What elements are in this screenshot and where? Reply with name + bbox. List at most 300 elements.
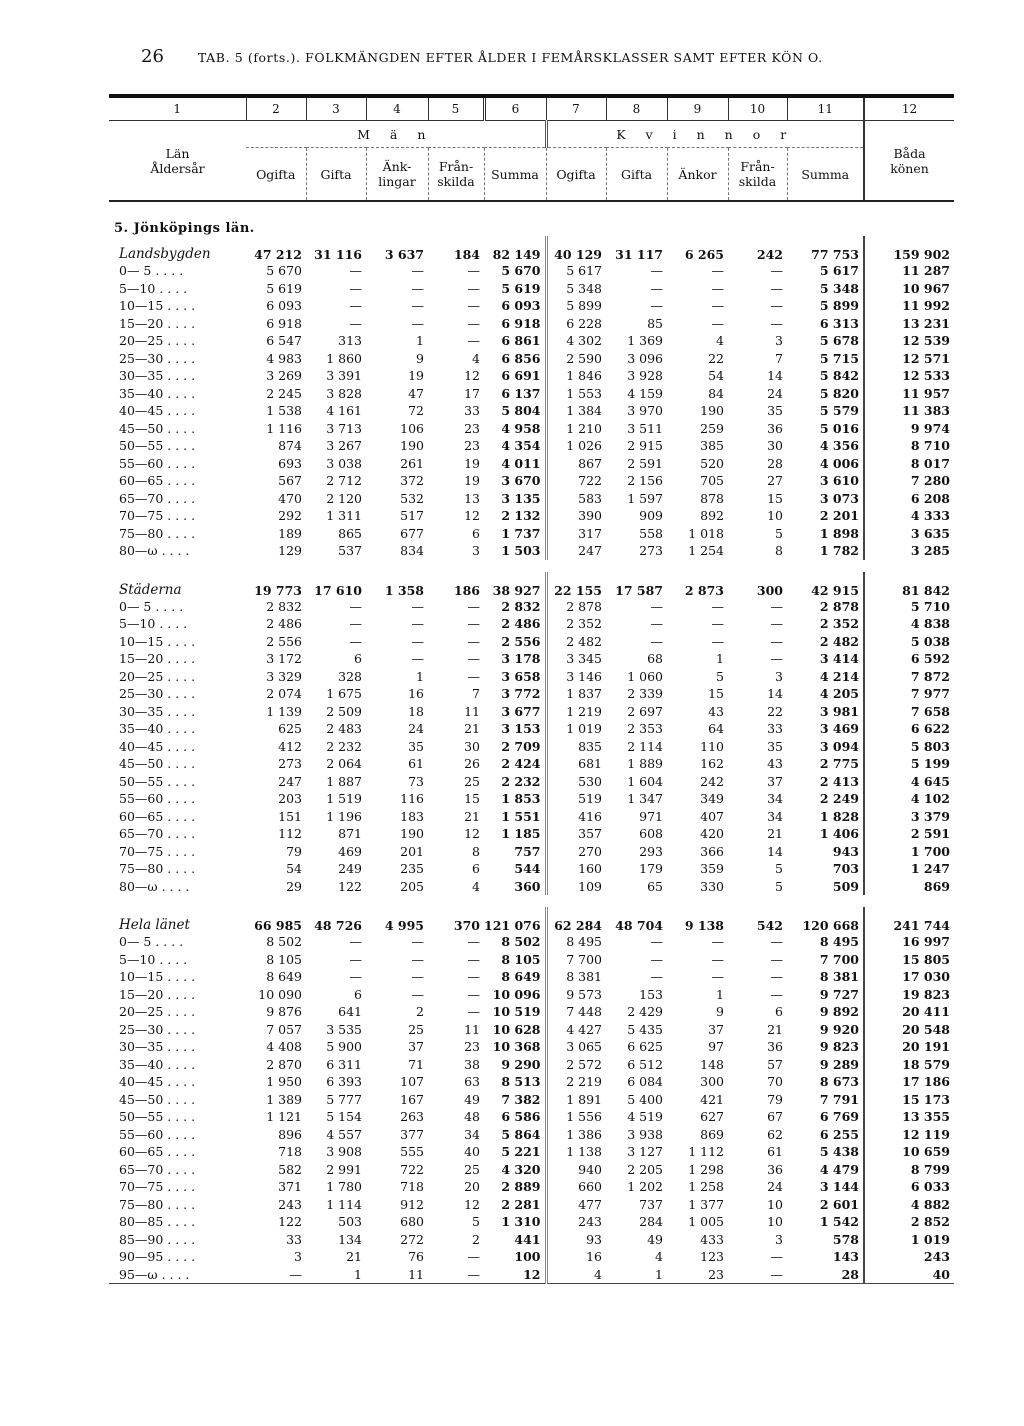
table-cell: 29 — [286, 878, 302, 894]
table-cell: 377 — [400, 1126, 424, 1142]
table-cell: 19 — [464, 473, 480, 489]
page-number: 26 — [141, 46, 164, 67]
age-class-label: 75—80 . . . . — [119, 525, 196, 541]
table-cell: 693 — [278, 455, 302, 471]
table-cell: 8 495 — [819, 934, 859, 950]
table-cell: 1 185 — [501, 826, 541, 842]
table-cell: 20 — [464, 1179, 480, 1195]
table-cell: 1 121 — [266, 1109, 302, 1125]
table-cell: 1 538 — [266, 403, 302, 419]
table-cell: 2 775 — [819, 756, 859, 772]
table-cell: 5 619 — [501, 280, 541, 296]
table-cell: 366 — [700, 843, 724, 859]
table-cell: 412 — [278, 738, 302, 754]
table-cell: 24 — [767, 385, 783, 401]
table-cell: 578 — [832, 1231, 859, 1247]
table-cell: — — [411, 969, 424, 985]
table-cell: 1 542 — [819, 1214, 859, 1230]
table-cell: 680 — [400, 1214, 424, 1230]
table-cell: 273 — [278, 756, 302, 772]
table-cell: 34 — [767, 791, 783, 807]
table-cell: 61 — [408, 756, 424, 772]
table-cell: 1 311 — [326, 508, 362, 524]
table-cell: 1 258 — [688, 1179, 724, 1195]
table-cell: 190 — [400, 438, 424, 454]
table-cell: 1 891 — [546, 1091, 606, 1109]
table-cell: 2 832 — [501, 598, 541, 614]
table-cell: 7 872 — [864, 668, 954, 686]
table-cell: 24 — [408, 721, 424, 737]
table-cell: 13 — [464, 490, 480, 506]
table-cell: 9 — [716, 1004, 724, 1020]
table-cell: 18 — [408, 703, 424, 719]
table-cell: 6 625 — [627, 1039, 663, 1055]
group-total-cell: 184 — [453, 247, 480, 262]
table-row — [109, 472, 954, 490]
table-cell: 5 579 — [819, 403, 859, 419]
table-cell: 21 — [767, 1021, 783, 1037]
table-cell: 328 — [338, 668, 362, 684]
group-name: Hela länet — [119, 917, 190, 933]
table-cell: — — [467, 280, 480, 296]
table-cell: 477 — [546, 1196, 606, 1214]
table-cell: 3 511 — [627, 420, 663, 436]
table-cell: — — [349, 298, 362, 314]
header-men-col: Ogifta — [246, 148, 306, 202]
table-cell: 3 329 — [266, 668, 302, 684]
table-cell: 3 — [294, 1249, 302, 1265]
table-cell: 5 348 — [819, 280, 859, 296]
table-cell: 162 — [700, 756, 724, 772]
table-cell: 4 205 — [819, 686, 859, 702]
table-row — [109, 1056, 954, 1074]
table-row — [109, 773, 954, 791]
table-cell: 5 435 — [627, 1021, 663, 1037]
table-cell: 5 842 — [819, 368, 859, 384]
table-cell: 8 017 — [864, 455, 954, 473]
header-men-col: Änk- lingar — [366, 148, 428, 202]
table-cell: 11 — [464, 703, 480, 719]
table-cell: 263 — [400, 1109, 424, 1125]
table-cell: 6 861 — [501, 333, 541, 349]
table-cell: 5 899 — [546, 297, 606, 315]
table-cell: — — [650, 969, 663, 985]
table-row — [109, 668, 954, 686]
table-row — [109, 1038, 954, 1056]
table-cell: 3 — [775, 668, 783, 684]
group-total-cell: 48 704 — [615, 918, 663, 933]
table-cell: 4 161 — [326, 403, 362, 419]
table-cell: 10 — [767, 508, 783, 524]
table-cell: 8 — [472, 843, 480, 859]
age-class-label: 65—70 . . . . — [119, 826, 196, 842]
table-cell: 6 — [775, 1004, 783, 1020]
table-cell: 1 019 — [546, 720, 606, 738]
table-row — [109, 1126, 954, 1144]
table-cell: 2 486 — [501, 616, 541, 632]
table-cell: 12 — [464, 1196, 480, 1212]
table-cell: 2 486 — [266, 616, 302, 632]
column-number: 7 — [546, 96, 606, 121]
table-cell: 37 — [767, 773, 783, 789]
table-cell: 5 — [716, 668, 724, 684]
age-class-label: 10—15 . . . . — [119, 633, 196, 649]
table-cell: 109 — [546, 878, 606, 896]
table-cell: 3 414 — [819, 651, 859, 667]
table-cell: 40 — [864, 1266, 954, 1284]
table-cell: 129 — [278, 543, 302, 559]
table-cell: 2 991 — [326, 1161, 362, 1177]
table-cell: 1 950 — [266, 1074, 302, 1090]
table-cell: 703 — [832, 861, 859, 877]
table-cell: 677 — [400, 525, 424, 541]
table-cell: 34 — [464, 1126, 480, 1142]
table-cell: 5 619 — [266, 280, 302, 296]
table-cell: 205 — [400, 878, 424, 894]
table-cell: 8 710 — [864, 437, 954, 455]
age-class-label: 40—45 . . . . — [119, 403, 196, 419]
table-cell: 5 617 — [819, 263, 859, 279]
table-cell: 243 — [864, 1248, 954, 1266]
table-cell: 558 — [639, 525, 663, 541]
age-class-label: 30—35 . . . . — [119, 1039, 196, 1055]
table-cell: 520 — [700, 455, 724, 471]
table-cell: 5 710 — [864, 598, 954, 616]
table-row — [109, 1143, 954, 1161]
table-cell: 3 391 — [326, 368, 362, 384]
table-cell: 971 — [639, 808, 663, 824]
age-class-label: 20—25 . . . . — [119, 668, 196, 684]
table-cell: 722 — [546, 472, 606, 490]
table-cell: 79 — [767, 1091, 783, 1107]
table-cell: 1 — [306, 1266, 366, 1284]
table-cell: 10 — [767, 1214, 783, 1230]
group-total-cell: 120 668 — [802, 918, 859, 933]
table-cell: 61 — [767, 1144, 783, 1160]
header-women-col: Summa — [787, 148, 864, 202]
table-cell: — — [467, 1004, 480, 1020]
table-cell: 16 997 — [864, 933, 954, 951]
table-cell: 9 727 — [819, 986, 859, 1002]
table-cell: 25 — [464, 1161, 480, 1177]
column-number: 5 — [428, 96, 484, 121]
table-cell: 3 267 — [326, 438, 362, 454]
table-cell: 6 691 — [501, 368, 541, 384]
table-cell: 385 — [700, 438, 724, 454]
table-cell: 6 093 — [266, 298, 302, 314]
table-cell: 469 — [338, 843, 362, 859]
table-cell: 28 — [787, 1266, 864, 1284]
table-row — [109, 297, 954, 315]
table-cell: 2 832 — [266, 598, 302, 614]
group-total-cell: 31 116 — [314, 247, 362, 262]
table-cell: 49 — [647, 1231, 663, 1247]
header-both-sexes: Båda könen — [864, 121, 954, 202]
table-cell: 6 622 — [864, 720, 954, 738]
table-cell: 25 — [464, 773, 480, 789]
table-cell: 85 — [647, 315, 663, 331]
table-cell: 7 — [775, 350, 783, 366]
table-cell: 70 — [767, 1074, 783, 1090]
table-cell: 1 889 — [627, 756, 663, 772]
table-cell: 530 — [546, 773, 606, 791]
table-cell: 2 339 — [627, 686, 663, 702]
column-number: 4 — [366, 96, 428, 121]
table-cell: 23 — [464, 1039, 480, 1055]
table-cell: — — [467, 633, 480, 649]
table-row — [109, 280, 954, 298]
table-cell: 532 — [400, 490, 424, 506]
age-class-label: 45—50 . . . . — [119, 756, 196, 772]
table-cell: 10 090 — [258, 986, 302, 1002]
table-cell: 49 — [464, 1091, 480, 1107]
table-cell: 242 — [700, 773, 724, 789]
table-cell: 9 974 — [864, 420, 954, 438]
table-cell: 433 — [700, 1231, 724, 1247]
table-cell: 65 — [647, 878, 663, 894]
table-cell: 3 — [775, 333, 783, 349]
table-cell: 11 287 — [864, 262, 954, 280]
table-cell: 6 — [472, 525, 480, 541]
table-cell: 867 — [546, 455, 606, 473]
table-cell: 1 782 — [819, 543, 859, 559]
table-cell: 3 — [472, 543, 480, 559]
table-cell: 179 — [639, 861, 663, 877]
table-cell: 10 — [767, 1196, 783, 1212]
table-cell: 8 — [775, 543, 783, 559]
table-cell: 36 — [767, 1161, 783, 1177]
table-cell: 6 547 — [266, 333, 302, 349]
table-cell: — — [770, 633, 783, 649]
table-cell: 3 658 — [501, 668, 541, 684]
table-cell: 330 — [700, 878, 724, 894]
table-cell: 6 033 — [864, 1178, 954, 1196]
table-cell: 1 310 — [501, 1214, 541, 1230]
table-cell: 16 — [408, 686, 424, 702]
table-cell: 718 — [400, 1179, 424, 1195]
table-cell: 1 138 — [546, 1143, 606, 1161]
table-cell: 7 977 — [864, 685, 954, 703]
table-cell: 3 135 — [501, 490, 541, 506]
table-cell: — — [770, 616, 783, 632]
age-class-label: 35—40 . . . . — [119, 721, 196, 737]
table-cell: 14 — [767, 368, 783, 384]
table-cell: 8 649 — [501, 969, 541, 985]
table-cell: 30 — [464, 738, 480, 754]
table-cell: 76 — [408, 1249, 424, 1265]
table-cell: 3 635 — [864, 525, 954, 543]
table-cell: 21 — [346, 1249, 362, 1265]
table-cell: 834 — [400, 543, 424, 559]
table-row — [109, 367, 954, 385]
table-cell: 2 232 — [326, 738, 362, 754]
table-cell: 390 — [546, 507, 606, 525]
table-cell: 203 — [278, 791, 302, 807]
table-cell: 5 — [775, 525, 783, 541]
table-cell: 11 383 — [864, 402, 954, 420]
section-title: 5. Jönköpings län. — [114, 221, 255, 236]
table-cell: 5 777 — [326, 1091, 362, 1107]
table-row — [109, 720, 954, 738]
table-cell: 1 503 — [501, 543, 541, 559]
table-cell: 4 983 — [266, 350, 302, 366]
table-cell: 582 — [278, 1161, 302, 1177]
table-cell: 509 — [832, 878, 859, 894]
table-cell: — — [650, 633, 663, 649]
table-cell: 360 — [514, 878, 541, 894]
group-total-cell: 81 842 — [864, 572, 954, 598]
table-cell: 349 — [700, 791, 724, 807]
table-cell: — — [770, 951, 783, 967]
table-cell: — — [650, 934, 663, 950]
table-cell: 608 — [639, 826, 663, 842]
group-total-cell: 3 637 — [384, 247, 424, 262]
table-cell: 5 038 — [864, 633, 954, 651]
table-cell: 122 — [338, 878, 362, 894]
table-cell: — — [349, 969, 362, 985]
table-cell: — — [711, 280, 724, 296]
age-class-label: 60—65 . . . . — [119, 1144, 196, 1160]
table-cell: 6 137 — [501, 385, 541, 401]
table-cell: 13 355 — [864, 1108, 954, 1126]
table-row — [109, 1178, 954, 1196]
table-cell: 357 — [546, 825, 606, 843]
table-cell: 28 — [767, 455, 783, 471]
table-cell: 151 — [278, 808, 302, 824]
table-row — [109, 933, 954, 951]
table-cell: — — [711, 616, 724, 632]
age-class-label: 55—60 . . . . — [119, 455, 196, 471]
table-cell: 15 — [464, 791, 480, 807]
table-cell: 1 737 — [501, 525, 541, 541]
age-class-label: 15—20 . . . . — [119, 315, 196, 331]
table-cell: 3 345 — [546, 650, 606, 668]
table-cell: 4 333 — [864, 507, 954, 525]
table-cell: 313 — [338, 333, 362, 349]
group-total-cell: 159 902 — [864, 236, 954, 262]
table-title: TAB. 5 (forts.). FOLKMÄNGDEN EFTER ÅLDER I FEMÅRSKLASSER SAMT EFTER KÖN O. — [197, 50, 823, 65]
table-cell: 1 837 — [546, 685, 606, 703]
table-cell: — — [711, 315, 724, 331]
age-class-label: 5—10 . . . . — [119, 280, 188, 296]
table-cell: 892 — [700, 508, 724, 524]
table-cell: 100 — [514, 1249, 541, 1265]
table-row — [109, 262, 954, 280]
table-cell: 1 551 — [501, 808, 541, 824]
table-cell: 537 — [338, 543, 362, 559]
table-cell: 34 — [767, 808, 783, 824]
table-cell: 1 — [716, 986, 724, 1002]
table-cell: 17 186 — [864, 1073, 954, 1091]
table-cell: 2 556 — [501, 633, 541, 649]
table-cell: 12 571 — [864, 350, 954, 368]
table-cell: — — [650, 263, 663, 279]
table-cell: 371 — [278, 1179, 302, 1195]
table-cell: 1 675 — [326, 686, 362, 702]
table-cell: 35 — [408, 738, 424, 754]
table-cell: — — [467, 616, 480, 632]
table-cell: — — [349, 934, 362, 950]
group-total-cell: 62 284 — [546, 907, 606, 933]
table-row — [109, 1003, 954, 1021]
table-cell: — — [467, 951, 480, 967]
table-cell: 6 586 — [501, 1109, 541, 1125]
age-class-label: 10—15 . . . . — [119, 298, 196, 314]
table-cell: 878 — [700, 490, 724, 506]
group-total-cell: 4 995 — [384, 918, 424, 933]
table-cell: 18 579 — [864, 1056, 954, 1074]
table-cell: 317 — [546, 525, 606, 543]
table-cell: 6 255 — [819, 1126, 859, 1142]
table-cell: — — [349, 263, 362, 279]
table-cell: 270 — [546, 843, 606, 861]
table-cell: 84 — [708, 385, 724, 401]
table-cell: 5 804 — [501, 403, 541, 419]
table-cell: 243 — [278, 1196, 302, 1212]
table-cell: 2 556 — [266, 633, 302, 649]
table-cell: 4 645 — [864, 773, 954, 791]
table-cell: 3 038 — [326, 455, 362, 471]
table-cell: 35 — [767, 738, 783, 754]
table-cell: 4 302 — [546, 332, 606, 350]
table-cell: 97 — [708, 1039, 724, 1055]
table-cell: — — [467, 969, 480, 985]
table-row — [109, 315, 954, 333]
table-cell: 148 — [700, 1056, 724, 1072]
table-cell: 1 556 — [546, 1108, 606, 1126]
table-cell: 5 900 — [326, 1039, 362, 1055]
table-cell: 5 — [775, 861, 783, 877]
table-cell: 3 828 — [326, 385, 362, 401]
table-row — [109, 437, 954, 455]
age-class-label: 30—35 . . . . — [119, 368, 196, 384]
table-cell: 896 — [278, 1126, 302, 1142]
table-cell: 15 173 — [864, 1091, 954, 1109]
table-cell: 1 553 — [546, 385, 606, 403]
age-class-label: 25—30 . . . . — [119, 686, 196, 702]
group-total-cell: 370 — [453, 918, 480, 933]
table-row — [109, 986, 954, 1004]
table-cell: 705 — [700, 473, 724, 489]
table-cell: 2 712 — [326, 473, 362, 489]
table-cell: 6 313 — [819, 315, 859, 331]
table-cell: 12 533 — [864, 367, 954, 385]
group-total-cell: 82 149 — [492, 247, 541, 262]
table-cell: — — [411, 616, 424, 632]
table-cell: 22 — [708, 350, 724, 366]
header-women-col: Änkor — [667, 148, 728, 202]
table-row — [109, 790, 954, 808]
age-class-label: 35—40 . . . . — [119, 1056, 196, 1072]
group-total-cell: 9 138 — [684, 918, 724, 933]
table-cell: 3 144 — [819, 1179, 859, 1195]
table-cell: 4 408 — [266, 1039, 302, 1055]
table-cell: — — [467, 668, 480, 684]
table-row — [109, 1021, 954, 1039]
table-cell: 17 030 — [864, 968, 954, 986]
table-cell: 54 — [708, 368, 724, 384]
table-cell: 5 820 — [819, 385, 859, 401]
table-cell: — — [246, 1266, 306, 1284]
table-row — [109, 490, 954, 508]
table-cell: 272 — [400, 1231, 424, 1247]
table-cell: 249 — [338, 861, 362, 877]
table-cell: 2 482 — [546, 633, 606, 651]
table-cell: 2 205 — [627, 1161, 663, 1177]
table-cell: 15 805 — [864, 951, 954, 969]
table-cell: 63 — [464, 1074, 480, 1090]
table-cell: — — [467, 315, 480, 331]
